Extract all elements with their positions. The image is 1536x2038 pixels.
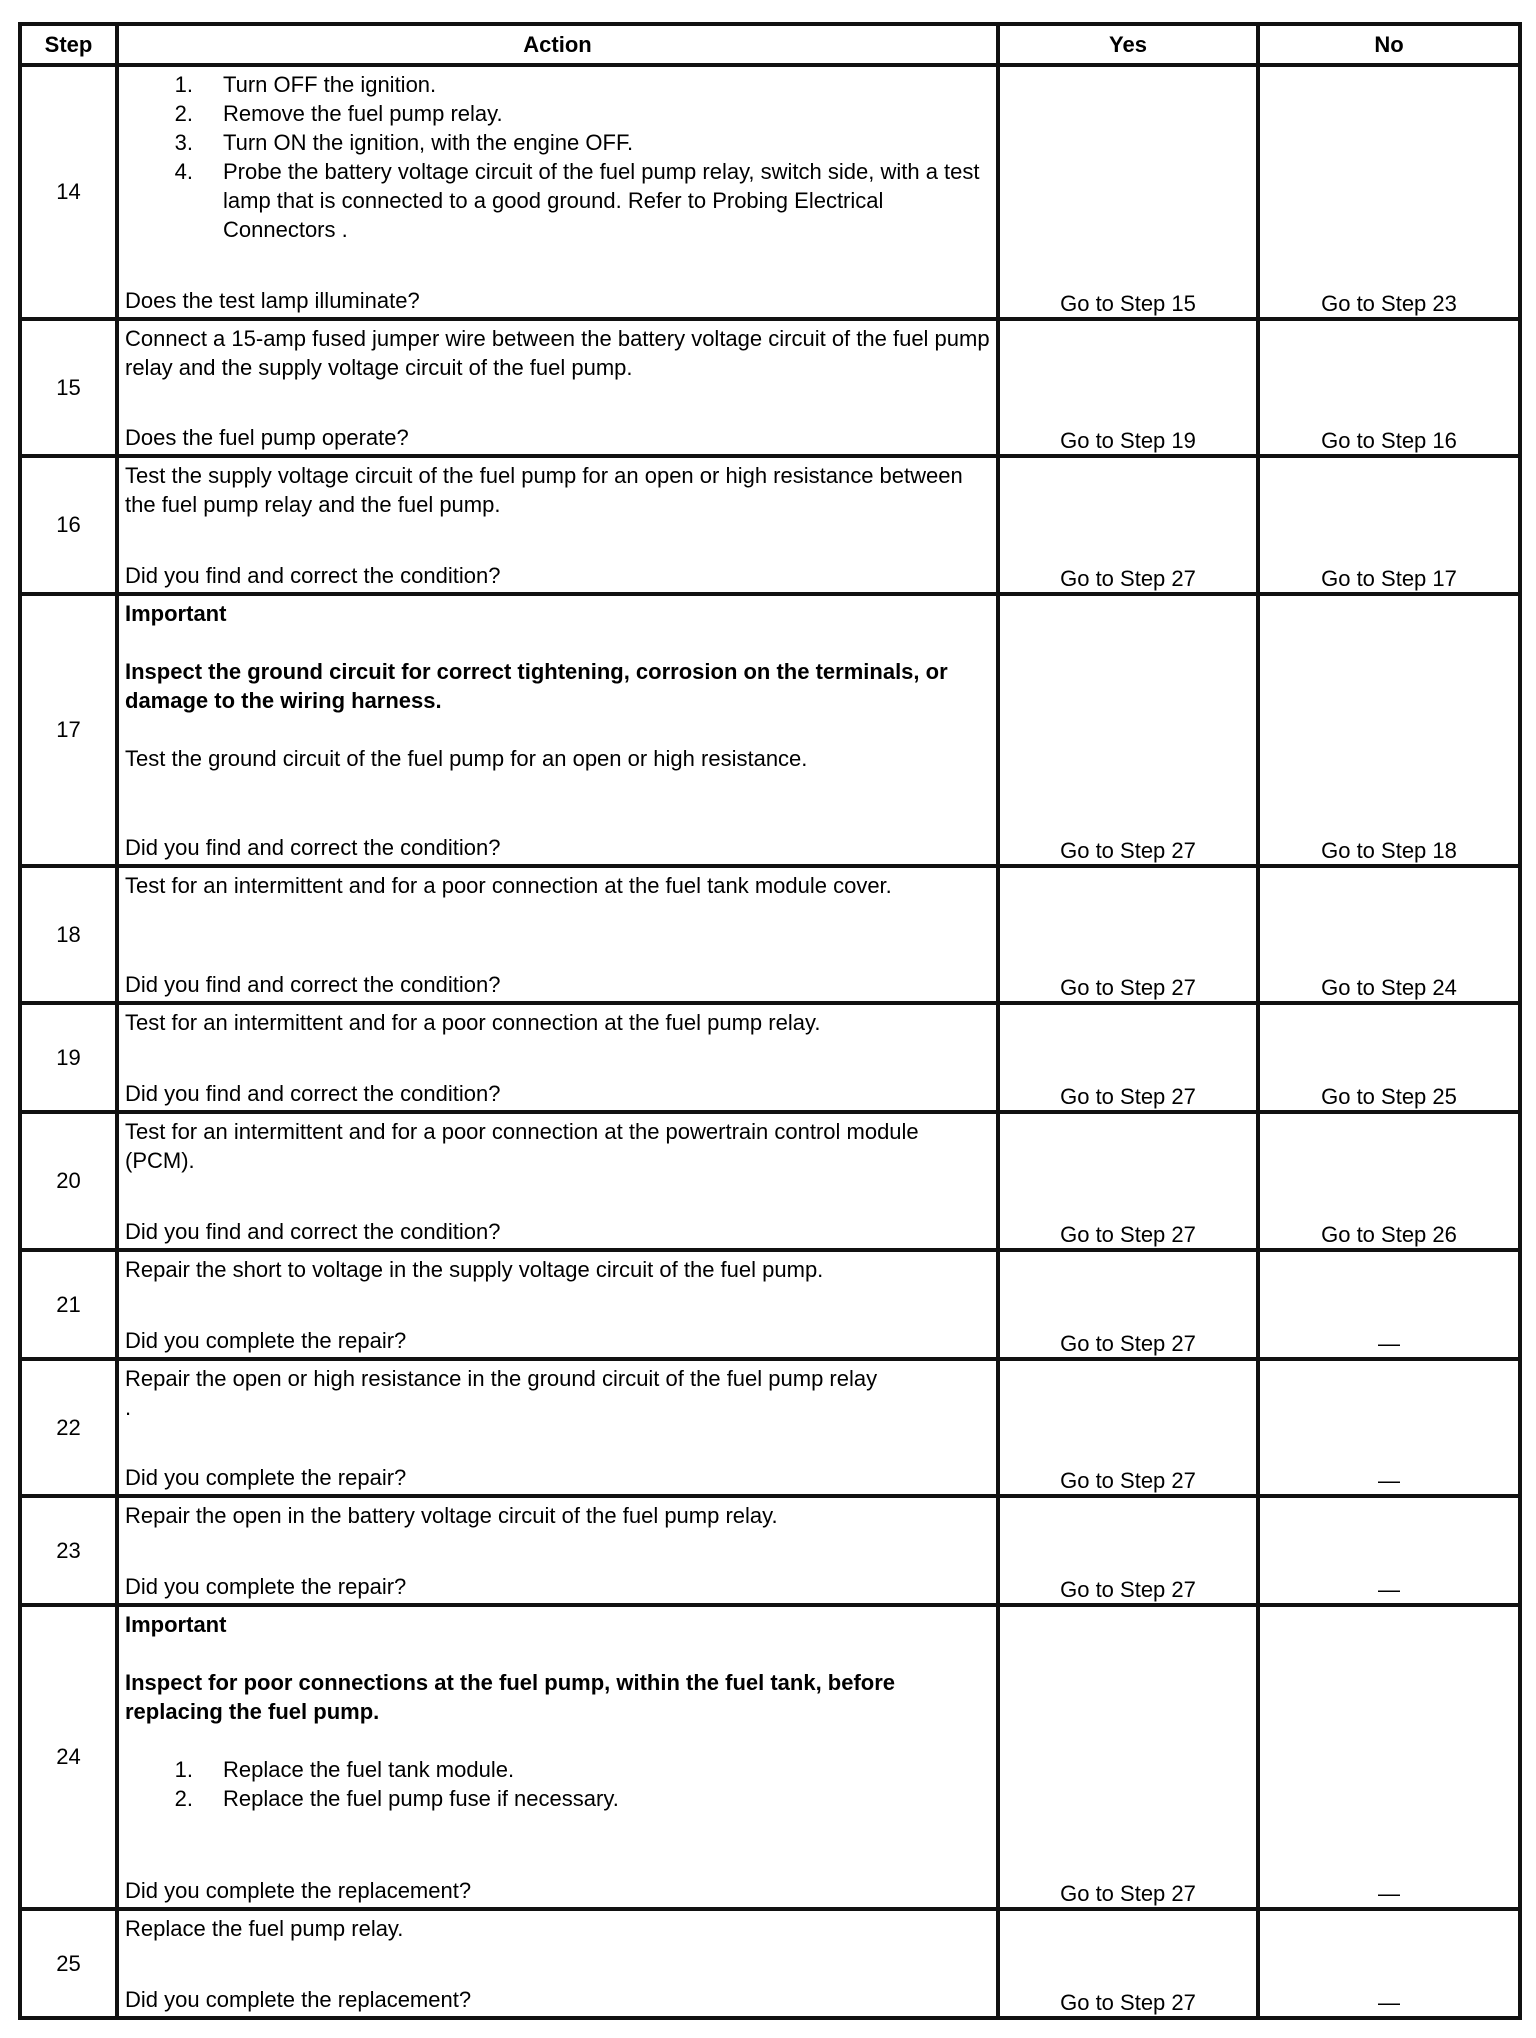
no-result: — <box>1258 1909 1520 2018</box>
list-item <box>125 99 990 128</box>
action-text-suffix: . <box>125 1395 132 1420</box>
yes-result: Go to Step 27 <box>998 1496 1258 1605</box>
no-result: Go to Step 16 <box>1258 319 1520 456</box>
table-row <box>20 319 1520 456</box>
list-text: Probe the battery voltage circuit of the fuel pump relay, switch side, with a test lamp that is connected to a good ground. Refer to Probing Electrical Connectors . <box>223 159 980 242</box>
no-result: Go to Step 26 <box>1258 1112 1520 1250</box>
question-text: Did you complete the repair? <box>125 1465 407 1490</box>
action-text: Repair the open in the battery voltage circuit of the fuel pump relay. <box>125 1503 778 1528</box>
yes-result: Go to Step 27 <box>998 456 1258 594</box>
yes-result: Go to Step 27 <box>998 866 1258 1003</box>
question-text: Did you find and correct the condition? <box>125 972 501 997</box>
question-text: Does the fuel pump operate? <box>125 425 409 450</box>
action-cell <box>117 319 998 456</box>
action-cell <box>117 1605 998 1909</box>
procedure-list <box>125 1755 990 1813</box>
step-number: 23 <box>20 1496 117 1605</box>
no-result: Go to Step 23 <box>1258 65 1520 319</box>
step-number: 18 <box>20 866 117 1003</box>
list-number: 4. <box>174 159 193 184</box>
action-text: Test the ground circuit of the fuel pump for an open or high resistance. <box>125 746 808 771</box>
action-text: Repair the open or high resistance in the ground circuit of the fuel pump relay <box>125 1366 878 1391</box>
action-cell <box>117 1112 998 1250</box>
step-number: 21 <box>20 1250 117 1359</box>
table-row <box>20 1112 1520 1250</box>
list-number: 1. <box>174 1757 193 1782</box>
question-text: Does the test lamp illuminate? <box>125 288 420 313</box>
list-text: Replace the fuel pump fuse if necessary. <box>223 1786 619 1811</box>
no-result: — <box>1258 1250 1520 1359</box>
action-text: Test for an intermittent and for a poor connection at the powertrain control module (PCM). <box>125 1119 919 1173</box>
yes-result: Go to Step 27 <box>998 1003 1258 1112</box>
list-number: 1. <box>174 72 193 97</box>
step-number: 15 <box>20 319 117 456</box>
action-cell <box>117 866 998 1003</box>
table-row <box>20 1605 1520 1909</box>
diagnostic-table <box>18 22 1522 2020</box>
step-number: 14 <box>20 65 117 319</box>
important-heading: Important <box>125 1612 227 1637</box>
important-note: Inspect the ground circuit for correct tightening, corrosion on the terminals, or damage to the wiring harness. <box>125 659 948 713</box>
header-step: Step <box>20 24 117 65</box>
no-result: Go to Step 24 <box>1258 866 1520 1003</box>
yes-result: Go to Step 27 <box>998 1112 1258 1250</box>
list-number: 2. <box>174 1786 193 1811</box>
action-cell <box>117 1003 998 1112</box>
yes-result: Go to Step 27 <box>998 1909 1258 2018</box>
question-text: Did you find and correct the condition? <box>125 835 501 860</box>
step-number: 24 <box>20 1605 117 1909</box>
question-text: Did you find and correct the condition? <box>125 1081 501 1106</box>
step-number: 22 <box>20 1359 117 1496</box>
list-text: Turn ON the ignition, with the engine OFF. <box>223 130 634 155</box>
table-row <box>20 1496 1520 1605</box>
action-cell <box>117 65 998 319</box>
header-action: Action <box>117 24 998 65</box>
list-item <box>125 157 990 244</box>
no-result: Go to Step 18 <box>1258 594 1520 866</box>
table-row <box>20 1359 1520 1496</box>
action-text: Test for an intermittent and for a poor connection at the fuel tank module cover. <box>125 873 892 898</box>
question-text: Did you complete the replacement? <box>125 1878 472 1903</box>
header-row <box>20 24 1520 65</box>
list-item <box>125 1784 990 1813</box>
question-text: Did you find and correct the condition? <box>125 563 501 588</box>
action-cell <box>117 456 998 594</box>
action-text: Test the supply voltage circuit of the fuel pump for an open or high resistance between the fuel pump relay and the fuel pump. <box>125 463 963 517</box>
action-cell <box>117 1909 998 2018</box>
question-text: Did you find and correct the condition? <box>125 1219 501 1244</box>
yes-result: Go to Step 15 <box>998 65 1258 319</box>
list-text: Turn OFF the ignition. <box>223 72 437 97</box>
action-text: Repair the short to voltage in the supply voltage circuit of the fuel pump. <box>125 1257 824 1282</box>
table-row <box>20 866 1520 1003</box>
question-text: Did you complete the repair? <box>125 1574 407 1599</box>
action-cell <box>117 1359 998 1496</box>
no-result: Go to Step 25 <box>1258 1003 1520 1112</box>
important-heading: Important <box>125 601 227 626</box>
step-number: 25 <box>20 1909 117 2018</box>
action-cell <box>117 1496 998 1605</box>
action-text: Connect a 15-amp fused jumper wire between the battery voltage circuit of the fuel pump relay and the supply voltage circuit of the fuel pump. <box>125 326 990 380</box>
step-number: 20 <box>20 1112 117 1250</box>
step-number: 19 <box>20 1003 117 1112</box>
table-row <box>20 456 1520 594</box>
list-number: 3. <box>174 130 193 155</box>
header-yes: Yes <box>998 24 1258 65</box>
table-row <box>20 1250 1520 1359</box>
no-result: Go to Step 17 <box>1258 456 1520 594</box>
list-item <box>125 128 990 157</box>
no-result: — <box>1258 1496 1520 1605</box>
action-cell <box>117 594 998 866</box>
header-no: No <box>1258 24 1520 65</box>
step-number: 17 <box>20 594 117 866</box>
yes-result: Go to Step 27 <box>998 1359 1258 1496</box>
action-text: Test for an intermittent and for a poor connection at the fuel pump relay. <box>125 1010 821 1035</box>
important-note: Inspect for poor connections at the fuel pump, within the fuel tank, before replacing the fuel pump. <box>125 1670 896 1724</box>
table-row <box>20 594 1520 866</box>
yes-result: Go to Step 27 <box>998 1605 1258 1909</box>
question-text: Did you complete the replacement? <box>125 1987 472 2012</box>
no-result: — <box>1258 1359 1520 1496</box>
list-item <box>125 70 990 99</box>
step-number: 16 <box>20 456 117 594</box>
table-row <box>20 1909 1520 2018</box>
table-row <box>20 1003 1520 1112</box>
list-text: Replace the fuel tank module. <box>223 1757 515 1782</box>
list-number: 2. <box>174 101 193 126</box>
yes-result: Go to Step 27 <box>998 594 1258 866</box>
list-item <box>125 1755 990 1784</box>
table-row <box>20 65 1520 319</box>
action-text: Replace the fuel pump relay. <box>125 1916 404 1941</box>
yes-result: Go to Step 27 <box>998 1250 1258 1359</box>
procedure-list <box>125 70 990 244</box>
yes-result: Go to Step 19 <box>998 319 1258 456</box>
question-text: Did you complete the repair? <box>125 1328 407 1353</box>
no-result: — <box>1258 1605 1520 1909</box>
action-cell <box>117 1250 998 1359</box>
list-text: Remove the fuel pump relay. <box>223 101 503 126</box>
